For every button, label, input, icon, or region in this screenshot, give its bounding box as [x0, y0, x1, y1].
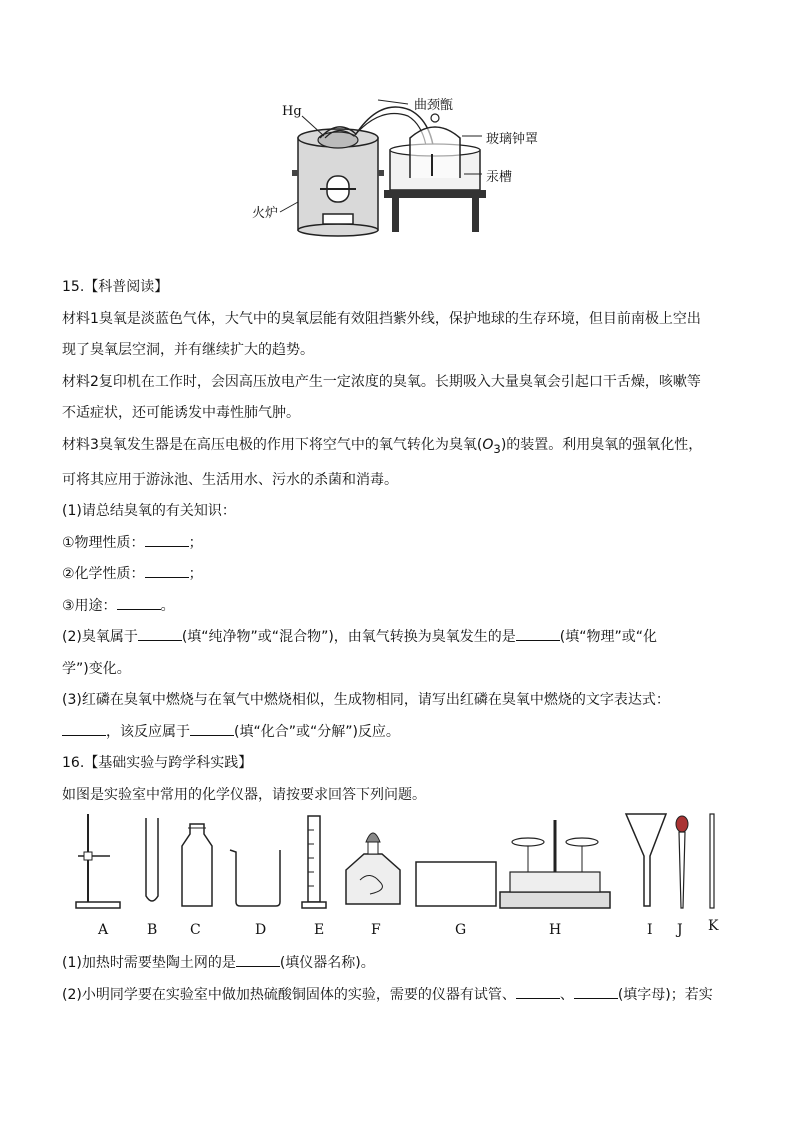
q16-sub2-text-a: (2)小明同学要在实验室中做加热硫酸铜固体的实验，需要的仪器有试管、 [62, 986, 516, 1003]
sub3-text-b: (填“化合”或“分解”)反应。 [234, 723, 400, 740]
instrument-letter-blank-2[interactable] [574, 981, 618, 999]
ozone-formula-subscript: 3 [493, 441, 501, 456]
sub1-prompt: (1)请总结臭氧的有关知识： [62, 503, 236, 520]
physical-label: ①物理性质： [62, 534, 145, 551]
period-1: 。 [160, 597, 175, 614]
chemical-label: ②化学性质： [62, 566, 145, 583]
instrument-label-b: B [147, 922, 158, 938]
instrument-label-d: D [255, 922, 267, 938]
sub1-chemical [62, 559, 738, 591]
sub3-line1: (3)红磷在臭氧中燃烧与在氧气中燃烧相似，生成物相同，请写出红磷在臭氧中燃烧的文字表达式： [62, 692, 670, 709]
substance-type-blank[interactable] [138, 623, 182, 641]
use-answer-blank[interactable] [117, 592, 161, 610]
sub2-line1 [62, 622, 738, 654]
material1-line1: 材料1臭氧是淡蓝色气体，大气中的臭氧层能有效阻挡紫外线，保护地球的生存环境，但目前南极上空出 [62, 310, 701, 327]
material3-line1 [62, 430, 738, 465]
material3-line2: 可将其应用于游泳池、生活用水、污水的杀菌和消毒。 [62, 471, 398, 488]
word-equation-blank[interactable] [62, 718, 106, 736]
sub2-text-c: (填“物理”或“化 [559, 629, 658, 646]
retort-label: 曲颈甑 [414, 98, 454, 113]
instrument-letter-blank-1[interactable] [516, 981, 560, 999]
q16-sub2 [62, 980, 752, 1012]
physical-answer-blank[interactable] [145, 529, 189, 547]
instrument-label-k: K [708, 918, 719, 934]
instrument-label-e: E [314, 922, 325, 938]
question-16-subparts [62, 948, 752, 1011]
q16-intro: 如图是实验室中常用的化学仪器，请按要求回答下列问题。 [62, 786, 426, 803]
furnace-label: 火炉 [252, 206, 279, 221]
instruments-illustration [70, 810, 730, 920]
ozone-formula: O [482, 436, 494, 453]
question-15 [62, 272, 738, 811]
sub2-text-a: (2)臭氧属于 [62, 629, 138, 646]
mercury-trough-label: 汞槽 [486, 170, 513, 185]
material3-text-a: 材料3臭氧发生器是在高压电极的作用下将空气中的氧气转化为臭氧( [62, 436, 483, 453]
reaction-type-blank[interactable] [190, 718, 234, 736]
instrument-label-h: H [549, 922, 562, 938]
instrument-label-c: C [190, 922, 201, 938]
q15-header: 15.【科普阅读】 [62, 279, 169, 295]
instrument-label-j: J [677, 922, 683, 938]
material3-text-b: )的装置。利用臭氧的强氧化性， [500, 436, 703, 453]
sub3-text-a: ，该反应属于 [106, 723, 190, 740]
sub2-text-b: (填“纯净物”或“混合物”)，由氧气转换为臭氧发生的是 [181, 629, 516, 646]
material2-line1: 材料2复印机在工作时，会因高压放电产生一定浓度的臭氧。长期吸入大量臭氧会引起口干舌燥，咳嗽等 [62, 373, 701, 390]
instrument-label-f: F [371, 922, 381, 938]
q16-sub1-text-a: (1)加热时需要垫陶土网的是 [62, 955, 236, 971]
q16-sub1 [62, 948, 752, 980]
iron-stand-drawing [76, 814, 120, 908]
q16-sub2-sep: 、 [559, 986, 574, 1003]
instrument-label-a: A [98, 922, 109, 938]
mercury-experiment-figure [250, 88, 550, 238]
sub3-line2 [62, 717, 738, 749]
material1-line2: 现了臭氧层空洞，并有继续扩大的趋势。 [62, 342, 314, 358]
semicolon-1: ； [188, 534, 203, 551]
sub1-physical [62, 528, 738, 560]
instrument-name-blank[interactable] [236, 949, 280, 967]
change-type-blank[interactable] [516, 623, 560, 641]
instrument-label-i: I [647, 922, 653, 938]
bell-jar-label: 玻璃钟罩 [486, 132, 539, 147]
q16-sub1-text-b: (填仪器名称)。 [279, 955, 375, 971]
sub2-line2: 学”)变化。 [62, 660, 131, 677]
material2-line2: 不适症状，还可能诱发中毒性肺气肿。 [62, 405, 300, 421]
semicolon-2: ； [188, 566, 203, 583]
chemical-answer-blank[interactable] [145, 560, 189, 578]
q16-sub2-text-b: (填字母)；若实 [617, 986, 713, 1003]
q16-header: 16.【基础实验与跨学科实践】 [62, 755, 253, 772]
lab-instruments-figure [70, 810, 730, 945]
sub1-use [62, 591, 738, 623]
mercury-label: Hg [282, 104, 302, 119]
use-label: ③用途： [62, 597, 117, 614]
instrument-label-g: G [455, 922, 467, 938]
